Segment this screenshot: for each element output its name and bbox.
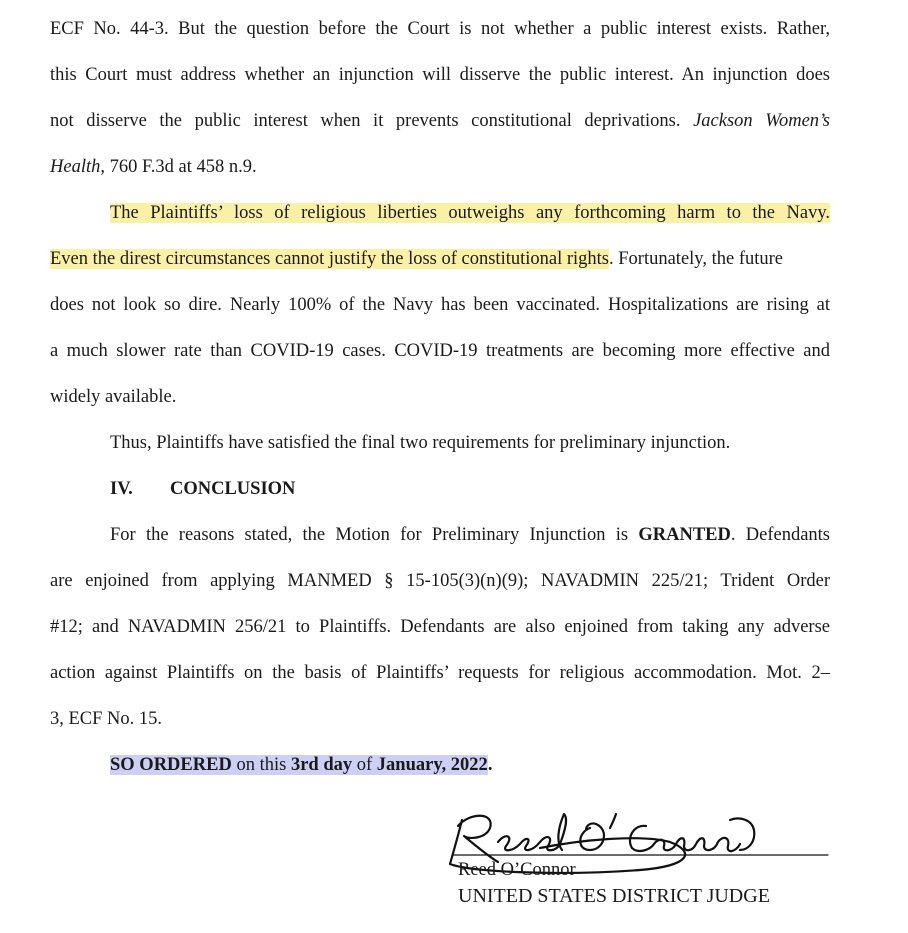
highlighted-sentence-1: The Plaintiffs’ loss of religious liberties outweighs any forthcoming harm to the Navy. <box>110 203 830 223</box>
para4-line3: #12; and NAVADMIN 256/21 to Plaintiffs. Defendants are also enjoined from taking any adverse <box>50 617 830 637</box>
para1-line1: ECF No. 44-3. But the question before the Court is not whether a public interest exists. Rather, <box>50 19 830 39</box>
para1-line2: this Court must address whether an injunction will disserve the public interest. An injunction does <box>50 65 830 85</box>
judge-title: UNITED STATES DISTRICT JUDGE <box>458 885 770 907</box>
para1-line3 <box>50 109 830 133</box>
para2-line5: widely available. <box>50 387 177 407</box>
on-this-text: on this <box>231 755 291 775</box>
judge-name: Reed O’Connor <box>458 860 576 880</box>
case-citation-part1: Jackson Women’s <box>693 111 831 131</box>
section-title: CONCLUSION <box>170 479 296 499</box>
order-day: 3rd day <box>290 755 353 775</box>
order-period: . <box>487 755 493 775</box>
para4-line1-post: . Defendants <box>730 525 831 545</box>
section-number: IV. <box>110 479 133 499</box>
order-date: January, 2022 <box>376 755 488 775</box>
para2-line1 <box>110 201 830 225</box>
para4-line2: are enjoined from applying MANMED § 15-105(3)(n)(9); NAVADMIN 225/21; Trident Order <box>50 571 830 591</box>
para1-line4 <box>50 155 830 179</box>
para4-line1-pre: For the reasons stated, the Motion for Preliminary Injunction is <box>110 525 639 545</box>
para3-line1: Thus, Plaintiffs have satisfied the final two requirements for preliminary injunction. <box>110 433 731 453</box>
case-citation-part2: Health <box>50 157 101 177</box>
para2-line2 <box>50 247 830 271</box>
para2-line3: does not look so dire. Nearly 100% of the Navy has been vaccinated. Hospitalizations are rising at <box>50 295 830 315</box>
para1-line3-text: not disserve the public interest when it prevents constitutional deprivations. <box>50 111 681 131</box>
highlighted-sentence-2: Even the direst circumstances cannot justify the loss of constitutional rights <box>50 249 609 269</box>
section-heading <box>110 477 295 501</box>
para2-line2-text: . Fortunately, the future <box>609 249 783 269</box>
para4-line5: 3, ECF No. 15. <box>50 709 163 729</box>
granted-text: GRANTED <box>638 525 731 545</box>
so-ordered-text: SO ORDERED <box>110 755 232 775</box>
para2-line4: a much slower rate than COVID-19 cases. COVID-19 treatments are becoming more effective and <box>50 341 830 361</box>
signature-block <box>440 806 840 926</box>
of-text: of <box>352 755 377 775</box>
order-highlight <box>110 755 488 775</box>
para4-line4: action against Plaintiffs on the basis of Plaintiffs’ requests for religious accommodation. Mot. 2– <box>50 663 830 683</box>
para1-line4-text: , 760 F.3d at 458 n.9. <box>100 157 257 177</box>
para4-line1 <box>110 523 830 547</box>
order-line <box>110 753 830 777</box>
